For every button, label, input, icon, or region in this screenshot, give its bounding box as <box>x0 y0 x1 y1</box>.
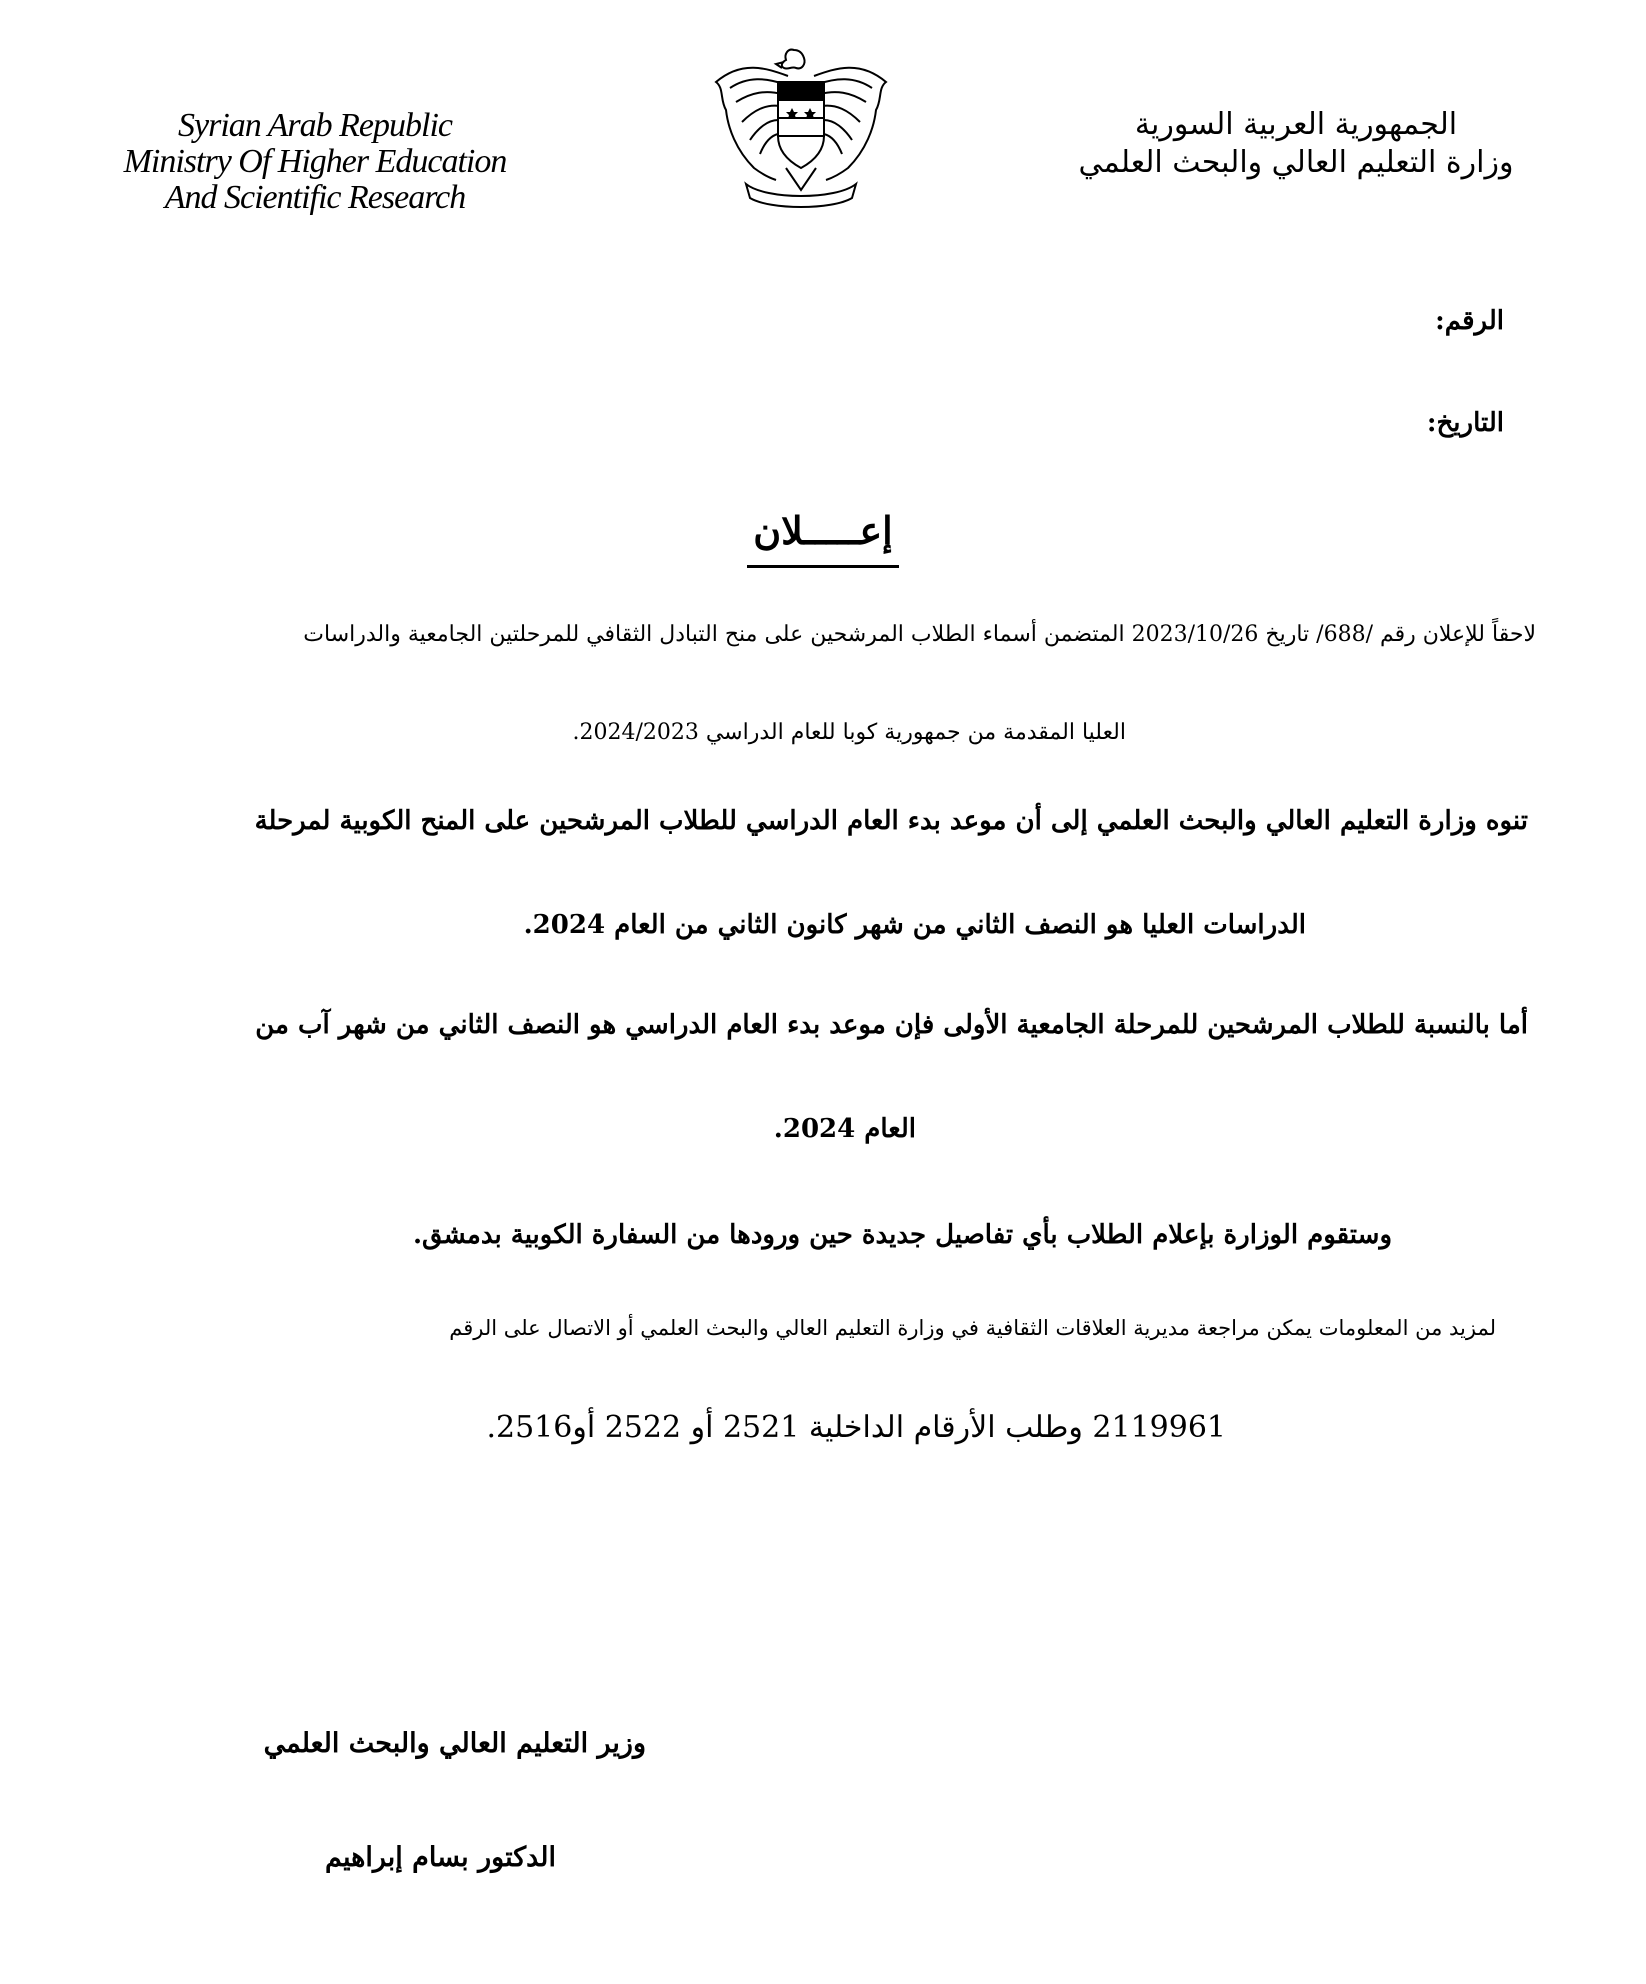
arabic-letterhead-line: الجمهورية العربية السورية <box>1134 107 1458 142</box>
intro-paragraph-line: لاحقاً للإعلان رقم /688/ تاريخ 2023/10/26 المتضمن أسماء الطلاب المرشحين على منح التبادل الثقافي للمرحلتين الجامعية والدراسات <box>303 622 1536 647</box>
english-letterhead-line: Syrian Arab Republic <box>178 107 452 144</box>
announcement-title <box>0 508 1646 568</box>
english-letterhead-line: And Scientific Research <box>164 179 466 216</box>
notice-paragraph-line: تنوه وزارة التعليم العالي والبحث العلمي إلى أن موعد بدء العام الدراسي للطلاب المرشحين على المنح الكوبية لمرحلة <box>254 806 1528 836</box>
reference-number-label: الرقم: <box>1435 306 1504 336</box>
notice-paragraph-line: الدراسات العليا هو النصف الثاني من شهر كانون الثاني من العام 2024. <box>523 910 1306 940</box>
intro-paragraph-line: العليا المقدمة من جمهورية كوبا للعام الدراسي 2024/2023. <box>572 720 1126 745</box>
contact-paragraph-line: لمزيد من المعلومات يمكن مراجعة مديرية العلاقات الثقافية في وزارة التعليم العالي والبحث العلمي أو الاتصال على الرقم <box>449 1316 1496 1340</box>
signatory-title: وزير التعليم العالي والبحث العلمي <box>263 1728 646 1759</box>
contact-paragraph-line: 2119961 وطلب الأرقام الداخلية 2521 أو 2522 أو2516. <box>486 1410 1226 1445</box>
date-label: التاريخ: <box>1426 408 1504 438</box>
announcement-title-text: إعـــــلان <box>747 508 898 568</box>
arabic-letterhead <box>1016 106 1576 182</box>
followup-paragraph: وستقوم الوزارة بإعلام الطلاب بأي تفاصيل جديدة حين ورودها من السفارة الكوبية بدمشق. <box>412 1220 1392 1250</box>
arabic-letterhead-line: وزارة التعليم العالي والبحث العلمي <box>1078 145 1514 180</box>
english-letterhead-line: Ministry Of Higher Education <box>123 143 507 180</box>
english-letterhead <box>80 108 550 216</box>
syrian-eagle-emblem-icon <box>706 40 896 218</box>
signatory-name: الدكتور بسام إبراهيم <box>324 1842 556 1873</box>
undergrad-paragraph-line: أما بالنسبة للطلاب المرشحين للمرحلة الجامعية الأولى فإن موعد بدء العام الدراسي هو النصف الثاني من شهر آب من <box>255 1010 1528 1040</box>
undergrad-paragraph-line: العام 2024. <box>773 1114 916 1144</box>
